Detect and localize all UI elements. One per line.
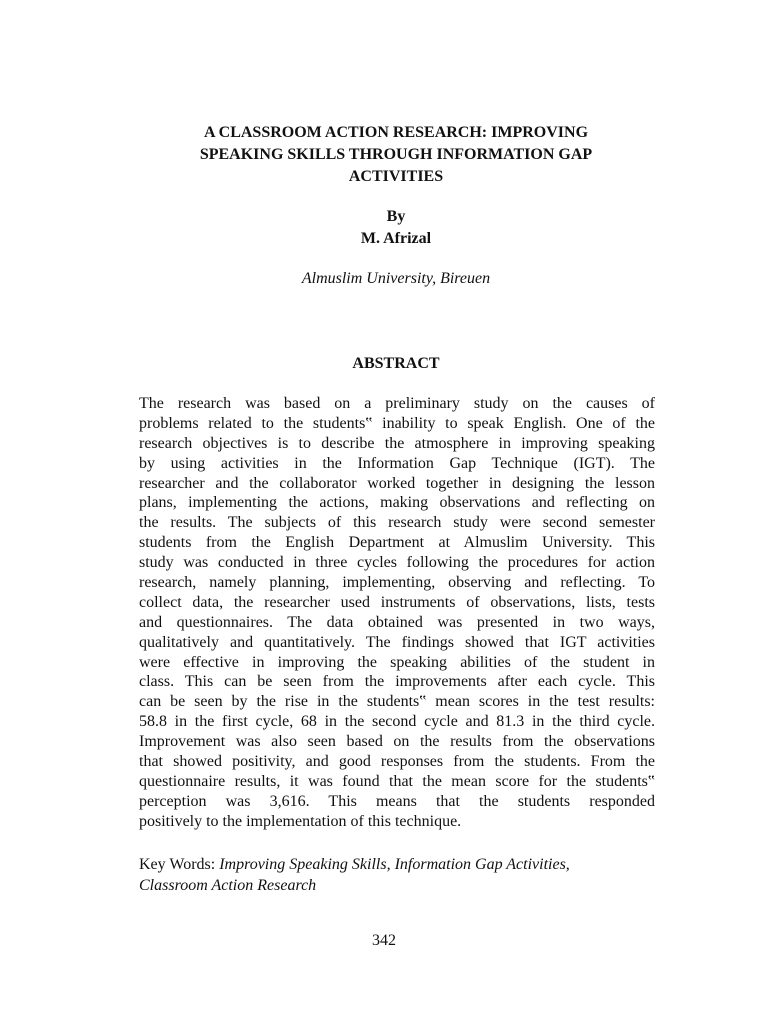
keywords-label: Key Words:	[139, 856, 220, 873]
byline	[120, 206, 672, 250]
abstract-line: the results. The subjects of this research study were second semester	[139, 514, 655, 532]
paper-title	[120, 122, 672, 188]
abstract-line: were effective in improving the speaking abilities of the student in	[139, 653, 655, 671]
by-label: By	[386, 208, 406, 225]
abstract-line: plans, implementing the actions, making observations and reflecting on	[139, 494, 655, 512]
paper-title-line: SPEAKING SKILLS THROUGH INFORMATION GAP	[199, 146, 593, 163]
abstract-line: Improvement was also seen based on the results from the observations	[139, 733, 655, 751]
abstract-line: study was conducted in three cycles following the procedures for action	[139, 554, 655, 572]
abstract-line: researcher and the collaborator worked together in designing the lesson	[139, 474, 655, 492]
abstract-line: problems related to the students‟ inability to speak English. One of the	[139, 414, 655, 432]
abstract-line: collect data, the researcher used instruments of observations, lists, tests	[139, 593, 655, 611]
abstract-line: by using activities in the Information Gap Technique (IGT). The	[139, 454, 655, 472]
page-number: 342	[372, 932, 396, 949]
abstract-heading: ABSTRACT	[352, 355, 440, 372]
paper-title-line: ACTIVITIES	[348, 168, 444, 185]
paper-title-line: A CLASSROOM ACTION RESEARCH: IMPROVING	[203, 124, 589, 141]
abstract-line: class. This can be seen from the improvements after each cycle. This	[139, 673, 655, 691]
abstract-line: students from the English Department at Almuslim University. This	[139, 534, 655, 552]
abstract-line: perception was 3,616. This means that the students responded	[139, 792, 655, 810]
abstract-body	[139, 394, 655, 832]
abstract-line: questionnaire results, it was found that the mean score for the students‟	[139, 772, 655, 790]
keywords-terms: Classroom Action Research	[139, 877, 317, 894]
abstract-line: research objectives is to describe the atmosphere in improving speaking	[139, 434, 655, 452]
abstract-line: that showed positivity, and good responses from the students. From the	[139, 753, 655, 771]
abstract-line: can be seen by the rise in the students‟ mean scores in the test results:	[139, 693, 655, 711]
abstract-line: positively to the implementation of this technique.	[139, 812, 462, 830]
abstract-line: 58.8 in the first cycle, 68 in the second cycle and 81.3 in the third cycle.	[139, 713, 655, 731]
abstract-line: research, namely planning, implementing, observing and reflecting. To	[139, 574, 655, 592]
abstract-line: The research was based on a preliminary study on the causes of	[139, 395, 655, 412]
abstract-line: and questionnaires. The data obtained was presented in two ways,	[139, 613, 655, 631]
keywords	[139, 854, 659, 896]
keywords-terms: Improving Speaking Skills, Information Gap Activities,	[219, 856, 570, 873]
author-name: M. Afrizal	[360, 230, 432, 247]
abstract-line: qualitatively and quantitatively. The findings showed that IGT activities	[139, 633, 655, 651]
author-affiliation: Almuslim University, Bireuen	[301, 270, 491, 287]
keywords-line	[139, 854, 659, 875]
